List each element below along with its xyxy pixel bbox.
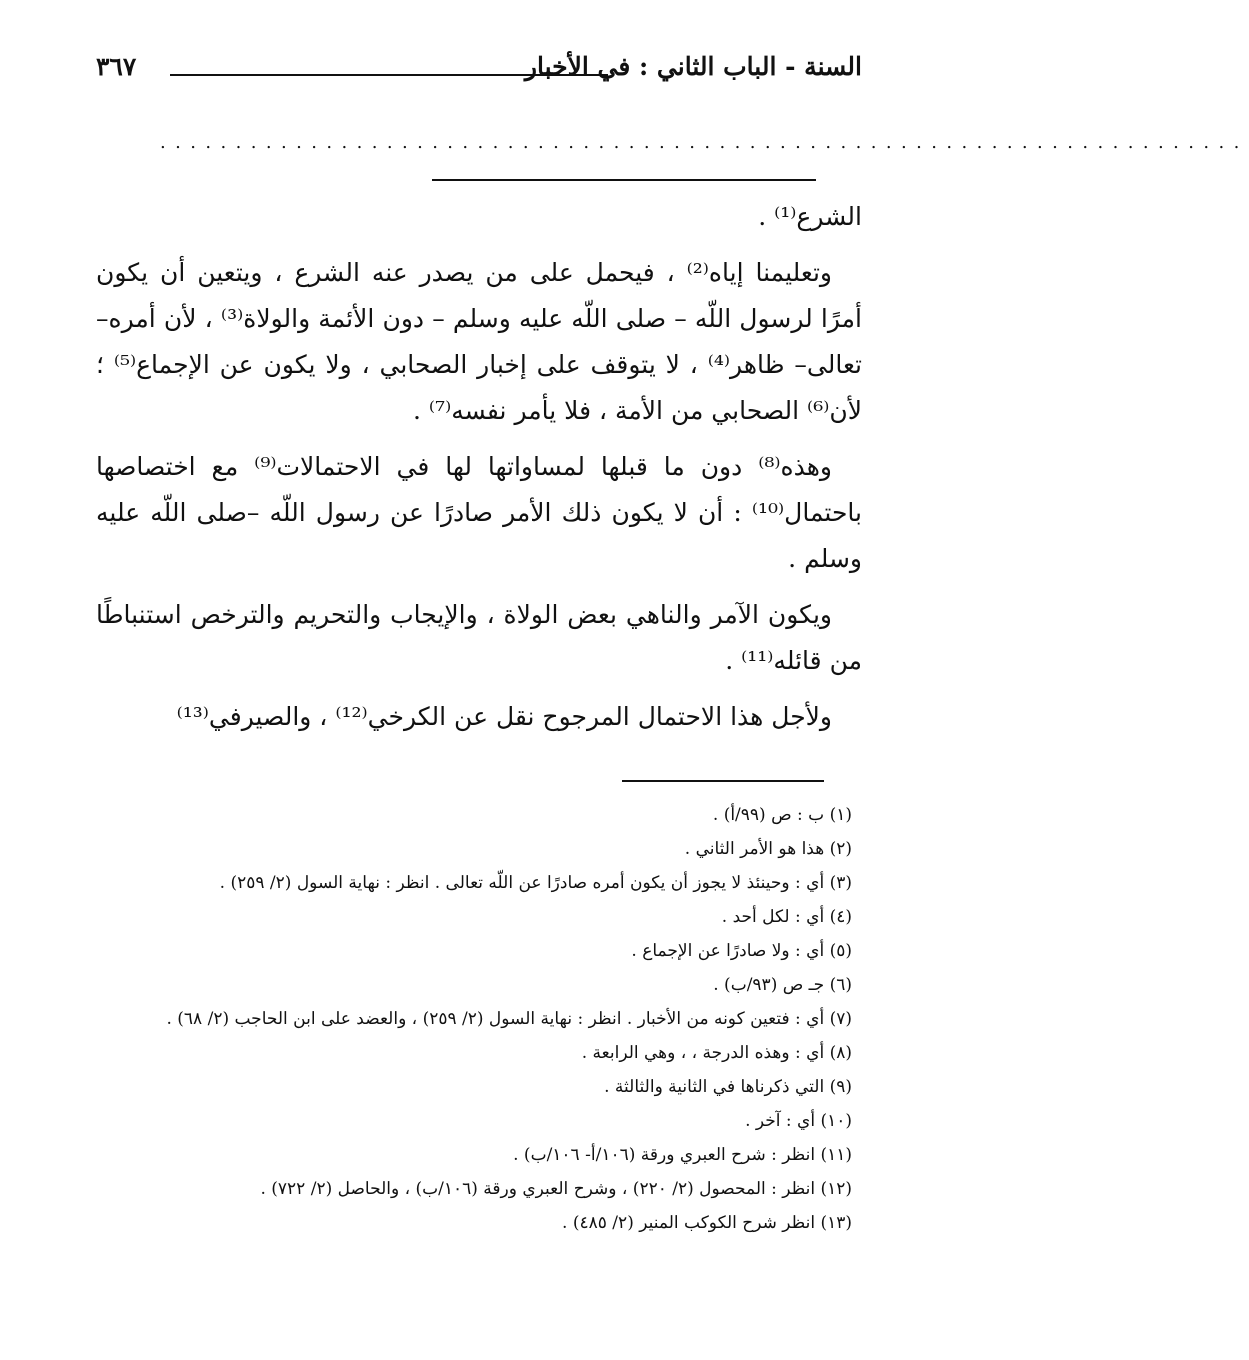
page-header (96, 52, 862, 92)
body-text (96, 194, 862, 750)
running-head: السنة - الباب الثاني : في الأخبار (524, 52, 862, 81)
paragraph: وتعليمنا إياه⁽²⁾ ، فيحمل على من يصدر عنه الشرع ، ويتعين أن يكون أمرًا لرسول اللّه – صلى اللّه عليه وسلم – دون الأئمة والولاة⁽³⁾ ، لأن أمره– تعالى– ظاهر⁽⁴⁾ ، لا يتوقف على إخبار الصحابي ، ولا يكون عن الإجماع⁽⁵⁾ ؛ لأن⁽⁶⁾ الصحابي من الأمة ، فلا يأمر نفسه⁽⁷⁾ . (96, 258, 862, 425)
footnote: (١٢) انظر : المحصول (٢/ ٢٢٠) ، وشرح العبري ورقة (١٠٦/ب) ، والحاصل (٢/ ٧٢٢) . (260, 1179, 852, 1199)
header-rule (170, 74, 608, 76)
footnotes (96, 798, 852, 1240)
page-number: ٣٦٧ (96, 52, 137, 81)
footnote: (٩) التي ذكرناها في الثانية والثالثة . (604, 1077, 852, 1097)
footnote: (١٣) انظر شرح الكوكب المنير (٢/ ٤٨٥) . (562, 1213, 852, 1233)
footnote: (٤) أي : لكل أحد . (721, 907, 852, 927)
paragraph: وهذه⁽⁸⁾ دون ما قبلها لمساواتها لها في الاحتمالات⁽⁹⁾ مع اختصاصها باحتمال⁽¹⁰⁾ : أن لا يكون ذلك الأمر صادرًا عن رسول اللّه –صلى اللّه عليه وسلم . (96, 452, 862, 573)
footnote-rule (622, 780, 824, 782)
omission-dots: ........................................................................ (160, 132, 1249, 153)
paragraph: ولأجل هذا الاحتمال المرجوح نقل عن الكرخي⁽¹²⁾ ، والصيرفي⁽¹³⁾ (176, 702, 832, 731)
footnote: (١١) انظر : شرح العبري ورقة (١٠٦/أ- ١٠٦/ب) . (513, 1145, 852, 1165)
footnote: (٢) هذا هو الأمر الثاني . (684, 839, 852, 859)
section-rule (432, 179, 816, 181)
footnote: (١٠) أي : آخر . (745, 1111, 852, 1131)
footnote: (٦) جـ ص (٩٣/ب) . (713, 975, 852, 995)
paragraph: الشرع⁽¹⁾ . (758, 202, 862, 231)
footnote: (٥) أي : ولا صادرًا عن الإجماع . (631, 941, 852, 961)
footnote: (١) ب : ص (٩٩/أ) . (712, 805, 852, 825)
footnote: (٨) أي : وهذه الدرجة ، ، وهي الرابعة . (581, 1043, 852, 1063)
footnote: (٧) أي : فتعين كونه من الأخبار . انظر : نهاية السول (٢/ ٢٥٩) ، والعضد على ابن الحاجب (٢/ ٦٨) . (166, 1009, 852, 1029)
paragraph: ويكون الآمر والناهي بعض الولاة ، والإيجاب والتحريم والترخص استنباطًا من قائله⁽¹¹⁾ . (96, 600, 862, 675)
footnote: (٣) أي : وحينئذ لا يجوز أن يكون أمره صادرًا عن اللّه تعالى . انظر : نهاية السول (٢/ ٢٥٩) . (219, 873, 852, 893)
